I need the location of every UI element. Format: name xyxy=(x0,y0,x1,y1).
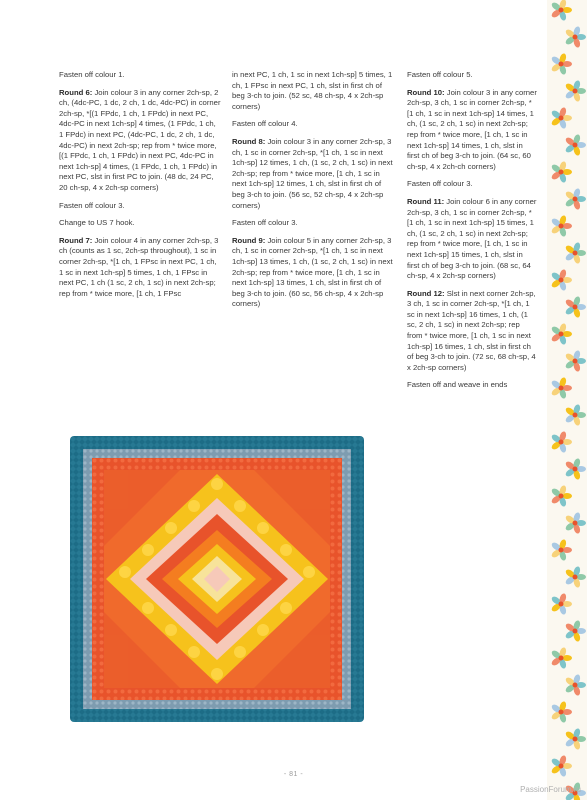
crochet-square-photo xyxy=(70,436,364,722)
paragraph: Fasten off colour 3. xyxy=(407,179,473,189)
round-label: Round 6: xyxy=(59,87,93,97)
round-text: Join colour 4 in any corner 2ch-sp, 3 ch (counts as 1 sc, 2ch-sp throughout), 1 sc in corner 2ch-sp, *[1 ch, 1 FPsc in next PC, 1 ch, 1 sc in next 1ch-sp] 5 times, 1 ch, 1 FPsc in next PC, 1 ch (1 sc, 2 ch, 1 sc) in next 2ch-sp; rep from * twice more, [1 ch, 1 FPsc xyxy=(59,235,219,298)
flower-center xyxy=(559,710,564,715)
page-number: - 81 - xyxy=(283,771,304,778)
flower-center xyxy=(573,197,578,202)
text-column-2 xyxy=(232,70,394,317)
paragraph: Fasten off and weave in ends xyxy=(407,380,508,390)
flower-center xyxy=(573,89,578,94)
round-label: Round 7: xyxy=(59,235,93,245)
round-text: Slst in next corner 2ch-sp, 3 ch, 1 sc in corner 2ch-sp, *[1 ch, 1 sc in next 1ch-sp] 16 times, 1 ch, (1 sc, 2 ch, 1 sc) in next 2ch-sp; rep from * twice more, [1 ch, 1 sc in next 1ch-sp] 16 times, 1 ch, slst in first ch of beg 3-ch to join. (72 sc, 68 ch-sp, 4 x 2ch-sp corners) xyxy=(407,288,536,372)
decorative-border-strip xyxy=(547,0,587,800)
round-text: Join colour 3 in any corner 2ch-sp, 2 ch, (4dc-PC, 1 dc, 2 ch, 1 dc, 4dc-PC) in corner 2ch-sp, *[(1 FPdc, 1 ch, 1 FPdc) in next PC, 4dc-PC in next 1ch-sp] 4 times, (1 FPdc, 1 ch, 1 FPdc) in next PC, (4dc-PC, 1 dc, 2 ch, 1 dc, 4dc-PC) in next 2ch-sp; rep from * twice more, [(1 FPdc, 1 ch, 1 FPdc) in next PC, 4dc-PC in next 1ch-sp] 4 times, (1 FPdc, 1 ch, 1 FPdc) in next PC, slst in first PC to join. (48 dc, 24 PC, 20 ch-sp, 4 x 2ch-sp corners) xyxy=(59,87,221,192)
watermark: PassionForum.ru xyxy=(520,785,581,794)
flower-center xyxy=(573,359,578,364)
flower-center xyxy=(573,683,578,688)
round-text: Join colour 5 in any corner 2ch-sp, 3 ch, 1 sc in corner 2ch-sp, *[1 ch, 1 sc in next 1ch-sp] 13 times, 1 ch, (1 sc, 2 ch, 1 sc) in next 2ch-sp; rep from * twice more, [1 ch, 1 sc in next 1ch-sp] 13 times, 1 ch, slst in first ch of beg 3-ch to join. (60 sc, 56 ch-sp, 4 x 2ch-sp corners) xyxy=(232,235,393,309)
flower-center xyxy=(559,602,564,607)
pattern-round-9 xyxy=(232,236,394,310)
pattern-round-7 xyxy=(59,236,221,300)
flower-center xyxy=(573,467,578,472)
flower-center xyxy=(573,413,578,418)
flower-center xyxy=(559,8,564,13)
pattern-round-6 xyxy=(59,88,221,194)
round-label: Round 12: xyxy=(407,288,445,298)
round-label: Round 9: xyxy=(232,235,266,245)
flower-center xyxy=(559,62,564,67)
flower-center xyxy=(559,116,564,121)
paragraph: in next PC, 1 ch, 1 sc in next 1ch-sp] 5 times, 1 ch, 1 FPsc in next PC, 1 ch, slst in first ch of beg 3-ch to join. (52 sc, 48 ch-sp, 4 x 2ch-sp corners) xyxy=(232,70,393,111)
flower-center xyxy=(573,143,578,148)
round-label: Round 8: xyxy=(232,136,266,146)
paragraph: Fasten off colour 1. xyxy=(59,70,125,79)
flower-center xyxy=(559,494,564,499)
paragraph: Fasten off colour 4. xyxy=(232,119,298,129)
flower-center xyxy=(573,35,578,40)
flower-center xyxy=(573,575,578,580)
paragraph: Fasten off colour 5. xyxy=(407,70,473,79)
pattern-round-11 xyxy=(407,197,537,282)
flower-center xyxy=(559,278,564,283)
flower-center xyxy=(573,251,578,256)
text-column-3 xyxy=(407,70,537,398)
flower-center xyxy=(559,170,564,175)
round-text: Join colour 3 in any corner 2ch-sp, 3 ch, 1 sc in corner 2ch-sp, *[1 ch, 1 sc in next 1ch-sp] 12 times, 1 ch, (1 sc, 2 ch, 1 sc) in next 2ch-sp; rep from * twice more, [1 ch, 1 sc in next 1ch-sp] 12 times, 1 ch, slst in first ch of beg 3-ch to join. (56 sc, 52 ch-sp, 4 x 2ch-sp corners) xyxy=(232,136,393,210)
paragraph: Change to US 7 hook. xyxy=(59,218,135,228)
flower-center xyxy=(559,224,564,229)
flower-center xyxy=(559,386,564,391)
flower-center xyxy=(573,521,578,526)
flower-center xyxy=(573,737,578,742)
round-label: Round 11: xyxy=(407,196,445,206)
pattern-round-12 xyxy=(407,289,537,374)
text-column-1 xyxy=(59,70,221,306)
flower-center xyxy=(559,764,564,769)
paragraph: Fasten off colour 3. xyxy=(59,200,125,210)
flower-center xyxy=(573,305,578,310)
pattern-round-10 xyxy=(407,88,537,173)
round-text: Join colour 6 in any corner 2ch-sp, 3 ch, 1 sc in corner 2ch-sp, *[1 ch, 1 sc in next 1ch-sp] 15 times, 1 ch, (1 sc, 2 ch, 1 sc) in next 2ch-sp; rep from * twice more, [1 ch, 1 sc in next 1ch-sp] 15 times, 1 ch, slst in first ch of beg 3-ch to join. (68 sc, 64 ch-sp, 4 x 2ch-sp corners) xyxy=(407,196,537,281)
flower-center xyxy=(559,332,564,337)
round-label: Round 10: xyxy=(407,87,445,97)
flower-center xyxy=(559,440,564,445)
pattern-round-8 xyxy=(232,137,394,211)
flower-center xyxy=(573,629,578,634)
flower-center xyxy=(559,656,564,661)
paragraph: Fasten off colour 3. xyxy=(232,218,298,228)
flower-center xyxy=(559,548,564,553)
round-text: Join colour 3 in any corner 2ch-sp, 3 ch, 1 sc in corner 2ch-sp, *[1 ch, 1 sc in next 1ch-sp] 14 times, 1 ch, (1 sc, 2 ch, 1 sc) in next 2ch-sp; rep from * twice more, [1 ch, 1 sc in next 1ch-sp] 14 times, 1 ch, slst in first ch of beg 3-ch to join. (64 sc, 60 ch-sp, 4 x 2ch-ch corners) xyxy=(407,87,537,171)
